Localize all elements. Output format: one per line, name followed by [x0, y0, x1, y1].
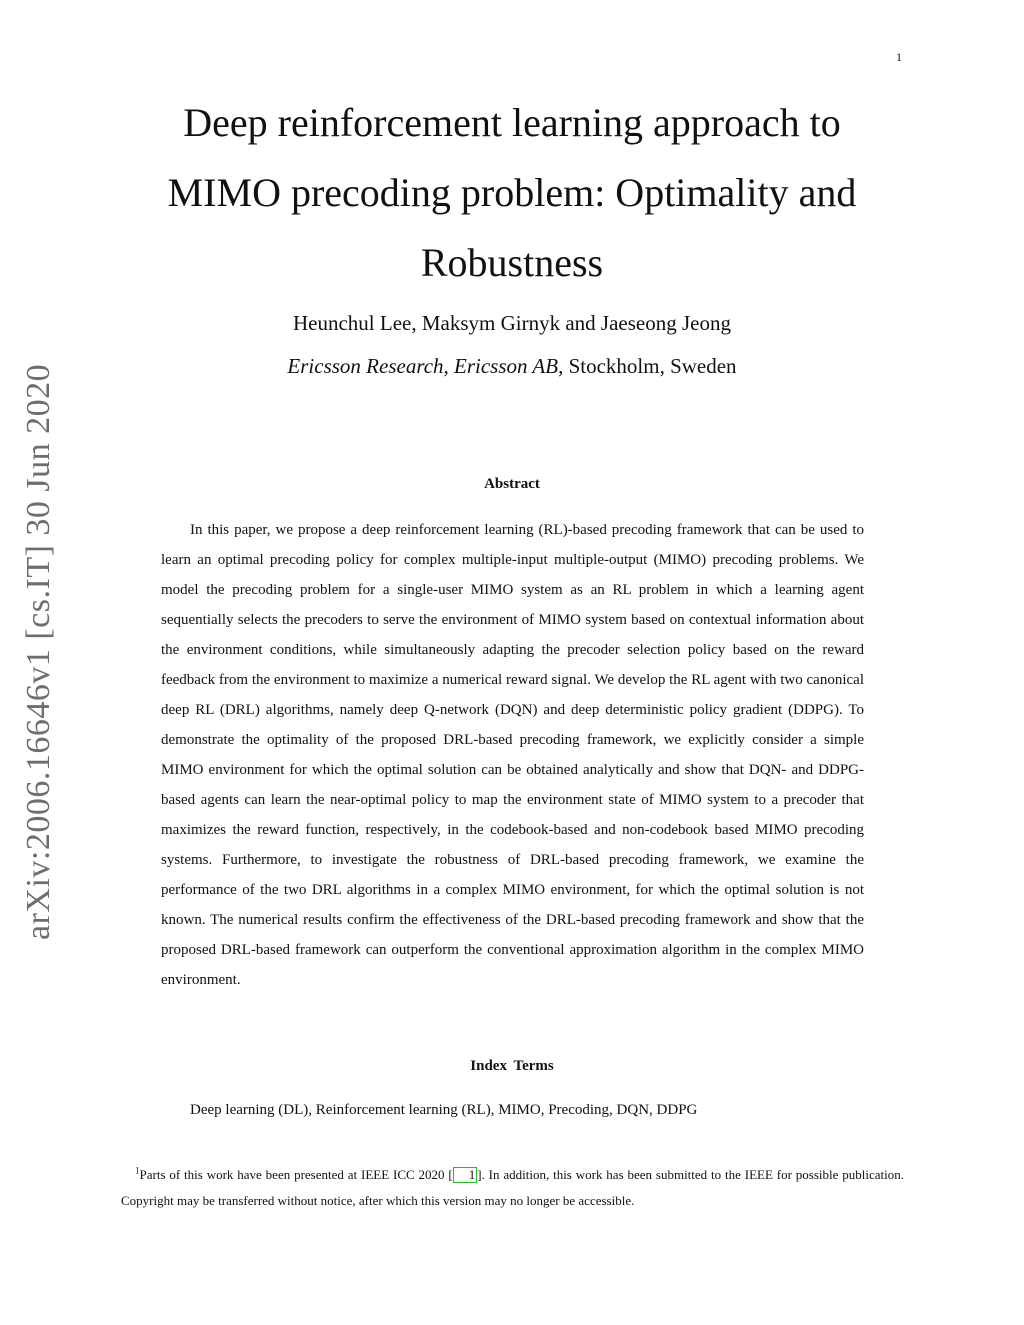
index-terms-text: Deep learning (DL), Reinforcement learning (RL), MIMO, Precoding, DQN, DDPG [190, 1102, 698, 1118]
footnote-text-end: ]. In addition, this work has been submitted to the IEEE for possible publication. Copyright may be transferred without notice, after which this version may no longer be accessible. [121, 1167, 904, 1208]
index-terms-heading: Index Terms [470, 1058, 554, 1074]
affiliation-location: , Stockholm, Sweden [558, 354, 737, 378]
arxiv-identifier-stamp[interactable]: arXiv:2006.16646v1 [cs.IT] 30 Jun 2020 [20, 363, 57, 940]
paper-authors: Heunchul Lee, Maksym Girnyk and Jaeseong Jeong [293, 311, 731, 335]
footnote [121, 1162, 904, 1214]
paper-title: Deep reinforcement learning approach to MIMO precoding problem: Optimality and Robustness [167, 100, 857, 285]
affiliation-separator: , [443, 354, 455, 378]
page-number: 1 [896, 50, 902, 64]
citation-link[interactable]: 1 [453, 1167, 478, 1183]
footnote-marker: 1 [135, 1165, 140, 1176]
affiliation-org-research: Ericsson Research [287, 354, 444, 378]
abstract-heading: Abstract [484, 476, 540, 492]
affiliation-org-company: Ericsson AB [454, 354, 559, 378]
author-affiliation [140, 354, 884, 379]
footnote-text-start: Parts of this work have been presented at IEEE ICC 2020 [ [139, 1167, 453, 1182]
abstract-text: In this paper, we propose a deep reinforcement learning (RL)-based precoding framework that can be used to learn an optimal precoding policy for complex multiple-input multiple-output (MIMO) precoding problems. We model the precoding problem for a single-user MIMO system as an RL problem in which a learning agent sequentially selects the precoders to serve the environment of MIMO system based on contextual information about the environment conditions, while simultaneously adapting the precoder selection policy based on the reward feedback from the environment to maximize a numerical reward signal. We develop the RL agent with two canonical deep RL (DRL) algorithms, namely deep Q-network (DQN) and deep deterministic policy gradient (DDPG). To demonstrate the optimality of the proposed DRL-based precoding framework, we explicitly consider a simple MIMO environment for which the optimal solution can be obtained analytically and show that DQN- and DDPG-based agents can learn the near-optimal policy to map the environment state of MIMO system to a precoder that maximizes the reward function, respectively, in the codebook-based and non-codebook based MIMO precoding systems. Furthermore, to investigate the robustness of DRL-based precoding framework, we examine the performance of the two DRL algorithms in a complex MIMO environment, for which the optimal solution is not known. The numerical results confirm the effectiveness of the DRL-based precoding framework and show that the proposed DRL-based framework can outperform the conventional approximation algorithm in the complex MIMO environment. [161, 522, 864, 988]
